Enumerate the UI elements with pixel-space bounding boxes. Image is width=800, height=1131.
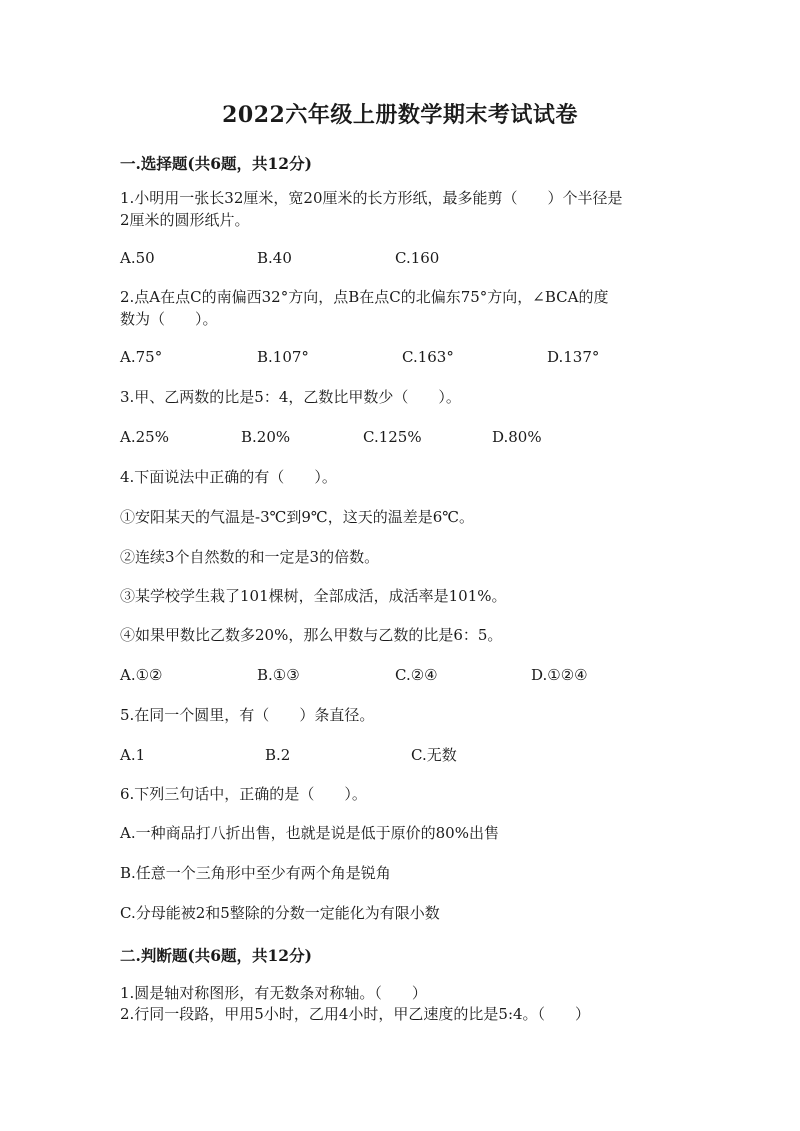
statement-3: ③某学校学生栽了101棵树，全部成活，成活率是101%。 <box>120 587 507 605</box>
question-2 <box>120 286 680 330</box>
option-a: A.75° <box>120 348 163 366</box>
option-c: C.163° <box>402 348 454 366</box>
question-3-options <box>120 426 720 448</box>
question-5-options <box>120 744 720 766</box>
question-1-line1: 1.小明用一张长32厘米，宽20厘米的长方形纸，最多能剪（ ）个半径是 <box>120 189 623 207</box>
page-title: 2022六年级上册数学期末考试试卷 <box>222 102 578 128</box>
option-d: D.①②④ <box>531 666 588 684</box>
question-3 <box>120 386 680 408</box>
question-2-line2: 数为（ ）。 <box>120 310 218 328</box>
option-b: B.40 <box>257 249 292 267</box>
question-4-options <box>120 664 720 686</box>
section-header-choice: 一.选择题(共6题，共12分) <box>120 154 312 173</box>
option-a: A.1 <box>120 746 146 764</box>
question-4: 4.下面说法中正确的有（ ）。 <box>120 468 337 486</box>
option-b: B.2 <box>265 746 291 764</box>
question-2-line1: 2.点A在点C的南偏西32°方向，点B在点C的北偏东75°方向，∠BCA的度 <box>120 288 609 306</box>
option-b: B.①③ <box>257 666 300 684</box>
question-1 <box>120 187 680 231</box>
question-5: 5.在同一个圆里，有（ ）条直径。 <box>120 706 375 724</box>
question-6-option-b: B.任意一个三角形中至少有两个角是锐角 <box>120 864 391 882</box>
question-1-line2: 2厘米的圆形纸片。 <box>120 211 250 229</box>
option-c: C.无数 <box>411 746 457 764</box>
statement-2: ②连续3个自然数的和一定是3的倍数。 <box>120 548 380 566</box>
option-a: A.50 <box>120 249 155 267</box>
judge-question-1: 1.圆是轴对称图形，有无数条对称轴。（ ） <box>120 984 427 1002</box>
option-d: D.137° <box>547 348 600 366</box>
statement-1: ①安阳某天的气温是-3℃到9℃，这天的温差是6℃。 <box>120 508 475 526</box>
option-b: B.20% <box>241 428 291 446</box>
option-c: C.②④ <box>395 666 438 684</box>
question-6-option-a: A.一种商品打八折出售，也就是说是低于原价的80%出售 <box>120 824 499 842</box>
option-b: B.107° <box>257 348 309 366</box>
section-header-judge: 二.判断题(共6题，共12分) <box>120 946 312 965</box>
statement-4: ④如果甲数比乙数多20%，那么甲数与乙数的比是6：5。 <box>120 626 503 644</box>
option-a: A.①② <box>120 666 163 684</box>
option-c: C.160 <box>395 249 440 267</box>
question-1-options <box>120 247 720 269</box>
question-3-line1: 3.甲、乙两数的比是5：4，乙数比甲数少（ ）。 <box>120 388 461 406</box>
question-2-options <box>120 346 720 368</box>
option-a: A.25% <box>120 428 169 446</box>
option-d: D.80% <box>492 428 542 446</box>
question-6-option-c: C.分母能被2和5整除的分数一定能化为有限小数 <box>120 904 440 922</box>
question-6: 6.下列三句话中，正确的是（ ）。 <box>120 785 367 803</box>
judge-question-2: 2.行同一段路，甲用5小时，乙用4小时，甲乙速度的比是5:4。（ ） <box>120 1005 591 1023</box>
option-c: C.125% <box>363 428 422 446</box>
